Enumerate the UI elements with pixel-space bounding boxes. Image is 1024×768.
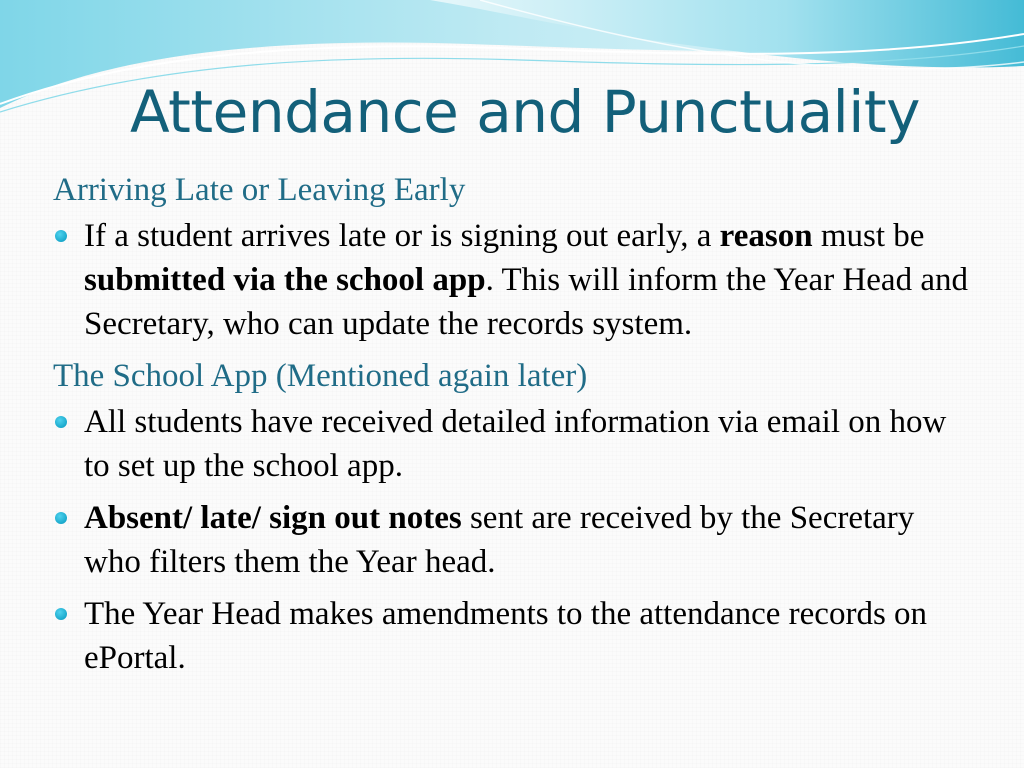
bullet-icon: [55, 416, 67, 428]
bullet-text-bold: submitted via the school app: [84, 262, 486, 298]
bullet-text-part: If a student arrives late or is signing out early, a: [84, 218, 720, 254]
bullet-text-bold: Absent/ late/ sign out notes: [84, 500, 462, 536]
bullet-icon: [55, 608, 67, 620]
bullet-item: [53, 592, 973, 680]
bullet-list-late-early: [53, 214, 973, 346]
bullet-item: [53, 496, 973, 584]
bullet-text-part: must be: [812, 218, 925, 254]
bullet-text-part: The Year Head makes amendments to the attendance records on ePortal.: [84, 596, 928, 676]
bullet-text-part: sent are received by the Secretary who filters them the Year head.: [84, 500, 915, 580]
slide-title: Attendance and Punctuality: [130, 78, 920, 146]
bullet-icon: [55, 512, 67, 524]
bullet-item: [53, 214, 973, 346]
bullet-item: [53, 400, 973, 488]
section-heading-school-app: The School App (Mentioned again later): [53, 358, 588, 394]
bullet-text-bold: reason: [719, 218, 813, 254]
section-heading-late-early: Arriving Late or Leaving Early: [53, 172, 466, 208]
bullet-text-part: . This will inform the Year Head and Secretary, who can update the records system.: [84, 262, 968, 342]
slide-content: [53, 168, 973, 688]
bullet-text-part: All students have received detailed information via email on how to set up the school app.: [84, 404, 947, 484]
bullet-list-school-app: [53, 400, 973, 680]
bullet-icon: [55, 230, 67, 242]
